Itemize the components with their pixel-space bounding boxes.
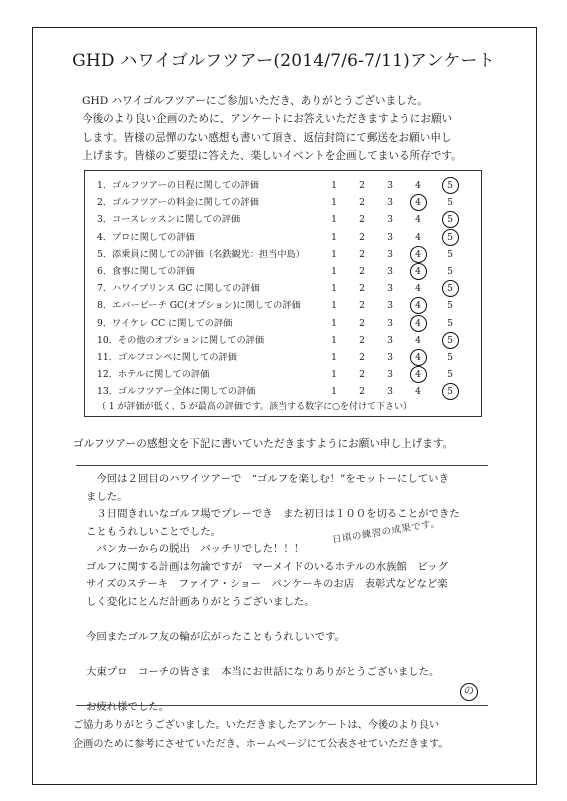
closing-paragraph (73, 716, 513, 754)
rating-option-1[interactable]: 1 (331, 352, 337, 363)
rating-option-1[interactable]: 1 (331, 214, 337, 226)
question-label: 11．ゴルフコンペに関しての評価 (97, 352, 237, 363)
rating-option-1[interactable]: 1 (331, 386, 337, 398)
rating-row (85, 229, 481, 246)
question-label: 2．ゴルフツアーの料金に関しての評価 (97, 197, 259, 209)
rating-row (85, 366, 481, 383)
question-label: 5．添乗員に関しての評価（名鉄観光：担当中島） (97, 248, 305, 260)
comment-line: サイズのステーキ ファイア・ショー パンケーキのお店 表彰式などなど楽 (86, 578, 448, 590)
rating-option-3[interactable]: 3 (387, 231, 393, 243)
question-label: 10．その他のオプションに関しての評価 (97, 334, 265, 346)
comment-spacer (86, 681, 496, 699)
intro-line: 今後のより良い企画のために、アンケートにお答えいただきますようにお願い (82, 113, 453, 126)
rating-option-4[interactable]: 4 (411, 297, 425, 314)
rating-row (85, 383, 481, 400)
rating-option-2[interactable]: 2 (359, 283, 365, 295)
intro-paragraph (82, 92, 502, 165)
rating-option-1[interactable]: 1 (331, 334, 337, 346)
rating-option-1[interactable]: 1 (331, 180, 337, 191)
rating-option-3[interactable]: 3 (387, 197, 393, 209)
rating-option-3[interactable]: 3 (387, 369, 393, 381)
rating-option-4[interactable]: 4 (415, 231, 421, 243)
question-label: 1．ゴルフツアーの日程に関しての評価 (97, 180, 259, 191)
rating-row (85, 194, 481, 211)
rating-option-4[interactable]: 4 (411, 315, 425, 332)
rating-option-2[interactable]: 2 (359, 369, 365, 381)
signature-mark: の (460, 683, 478, 701)
question-label: 13．ゴルフツアー全体に関しての評価 (97, 386, 256, 398)
handwritten-note: 日頃の練習の成果です。 (331, 517, 442, 546)
rating-option-5[interactable]: 5 (447, 352, 453, 363)
comment-spacer (86, 611, 496, 629)
question-label: 4．プロに関しての評価 (97, 231, 195, 243)
rating-option-5[interactable]: 5 (443, 211, 457, 228)
comment-line: 大東プロ コーチの皆さま 本当にお世話になりありがとうございました。 (86, 665, 440, 678)
intro-line: GHD ハワイゴルフツアーにご参加いただき、ありがとうございました。 (82, 95, 428, 107)
rating-option-1[interactable]: 1 (331, 266, 337, 277)
rating-option-1[interactable]: 1 (331, 317, 337, 329)
rating-option-4[interactable]: 4 (411, 194, 425, 211)
rating-option-4[interactable]: 4 (415, 283, 421, 295)
rating-option-5[interactable]: 5 (443, 383, 457, 400)
rating-row (85, 315, 481, 332)
rating-option-2[interactable]: 2 (359, 334, 365, 346)
intro-line: します。皆様の忌憚のない感想も書いて頂き、返信封筒にて郵送をお願い申し (82, 131, 452, 144)
question-label: 7．ハワイプリンス GC に関しての評価 (97, 283, 260, 295)
rating-option-5[interactable]: 5 (447, 300, 453, 312)
rating-option-3[interactable]: 3 (387, 283, 393, 295)
rating-option-3[interactable]: 3 (387, 180, 393, 191)
rating-option-5[interactable]: 5 (447, 197, 453, 209)
rating-option-1[interactable]: 1 (331, 197, 337, 209)
rating-option-4[interactable]: 4 (415, 334, 421, 346)
rating-option-5[interactable]: 5 (447, 317, 453, 329)
rating-option-5[interactable]: 5 (447, 266, 453, 277)
rating-row (85, 280, 481, 297)
comment-line: バンカーからの脱出 バッチリでした！！！ (86, 543, 305, 555)
rating-option-1[interactable]: 1 (331, 248, 337, 260)
rating-option-2[interactable]: 2 (359, 266, 365, 277)
rating-scale-note: （ 1 が評価が低く、5 が最高の評価です。該当する数字に○を付けて下さい） (97, 402, 412, 412)
rating-option-1[interactable]: 1 (331, 283, 337, 295)
comment-spacer (86, 646, 496, 664)
closing-line: 企画のために参考にさせていただき、ホームページにて公表させていただきます。 (73, 739, 449, 750)
rating-option-4[interactable]: 4 (415, 214, 421, 226)
question-label: 9．ワイケレ CC に関しての評価 (97, 317, 233, 329)
rating-option-3[interactable]: 3 (387, 214, 393, 226)
question-label: 8．エバービーチ GC(オプション)に関しての評価 (97, 300, 301, 312)
rating-option-2[interactable]: 2 (359, 317, 365, 329)
rating-option-4[interactable]: 4 (411, 349, 425, 366)
rating-option-4[interactable]: 4 (411, 246, 425, 263)
rating-row (85, 349, 481, 366)
rating-option-1[interactable]: 1 (331, 369, 337, 381)
comment-line: しく変化にとんだ計画ありがとうございました。 (86, 595, 315, 608)
rating-option-5[interactable]: 5 (447, 369, 453, 381)
comment-line: ゴルフに関する計画は勿論ですが マーメイドのいるホテルの水族館 ビッグ (86, 560, 449, 573)
rating-option-2[interactable]: 2 (359, 352, 365, 363)
rating-option-3[interactable]: 3 (387, 334, 393, 346)
rating-option-1[interactable]: 1 (331, 300, 337, 312)
rating-option-5[interactable]: 5 (443, 332, 457, 349)
rating-option-4[interactable]: 4 (411, 263, 425, 280)
comment-bottom-divider (76, 705, 488, 706)
rating-option-2[interactable]: 2 (359, 197, 365, 209)
rating-option-5[interactable]: 5 (443, 177, 457, 194)
rating-option-2[interactable]: 2 (359, 386, 365, 398)
comment-line: こともうれしいことでした。 (86, 525, 222, 538)
rating-option-5[interactable]: 5 (447, 248, 453, 260)
page-title: GHD ハワイゴルフツアー(2014/7/6-7/11)アンケート (72, 51, 495, 71)
rating-row (85, 263, 481, 280)
rating-row (85, 211, 481, 228)
rating-option-2[interactable]: 2 (359, 300, 365, 312)
rating-option-3[interactable]: 3 (387, 266, 393, 277)
comment-request: ゴルフツアーの感想文を下記に書いていただきますようにお願い申し上げます。 (73, 438, 454, 450)
rating-option-3[interactable]: 3 (387, 386, 393, 398)
rating-option-3[interactable]: 3 (387, 300, 393, 312)
intro-line: 上げます。皆様のご要望に答えた、楽しいイベントを企画してまいる所存です。 (82, 149, 462, 162)
rating-option-4[interactable]: 4 (415, 386, 421, 398)
rating-option-5[interactable]: 5 (443, 229, 457, 246)
question-label: 6．食事に関しての評価 (97, 266, 195, 277)
rating-table (84, 170, 482, 417)
rating-option-3[interactable]: 3 (387, 317, 393, 329)
comment-line: 今回またゴルフ友の輪が広がったこともうれしいです。 (86, 630, 345, 643)
rating-option-3[interactable]: 3 (387, 352, 393, 363)
rating-option-2[interactable]: 2 (359, 231, 365, 243)
comment-top-divider (76, 465, 488, 466)
rating-option-4[interactable]: 4 (415, 180, 421, 191)
comment-line: 今回は２回目のハワイツアーで “ゴルフを楽しむ！”をモットーにしていき (86, 473, 449, 485)
question-label: 3．コースレッスンに関しての評価 (97, 214, 241, 226)
closing-line: ご協力ありがとうございました。いただきましたアンケートは、今後のより良い (73, 720, 440, 731)
comment-body (86, 471, 496, 716)
comment-line: ました。 (86, 490, 128, 503)
rating-row (85, 177, 481, 194)
rating-option-2[interactable]: 2 (359, 180, 365, 191)
rating-option-2[interactable]: 2 (359, 248, 365, 260)
question-label: 12．ホテルに関しての評価 (97, 369, 210, 381)
rating-option-3[interactable]: 3 (387, 248, 393, 260)
comment-line: ３日間きれいなゴルフ場でプレーでき また初日は１００を切ることができた (86, 508, 460, 520)
rating-row (85, 297, 481, 314)
rating-option-5[interactable]: 5 (443, 280, 457, 297)
rating-row (85, 246, 481, 263)
comment-line: お疲れ様でした。 (86, 700, 170, 713)
rating-option-1[interactable]: 1 (331, 231, 337, 243)
rating-row (85, 332, 481, 349)
rating-option-4[interactable]: 4 (411, 366, 425, 383)
rating-option-2[interactable]: 2 (359, 214, 365, 226)
